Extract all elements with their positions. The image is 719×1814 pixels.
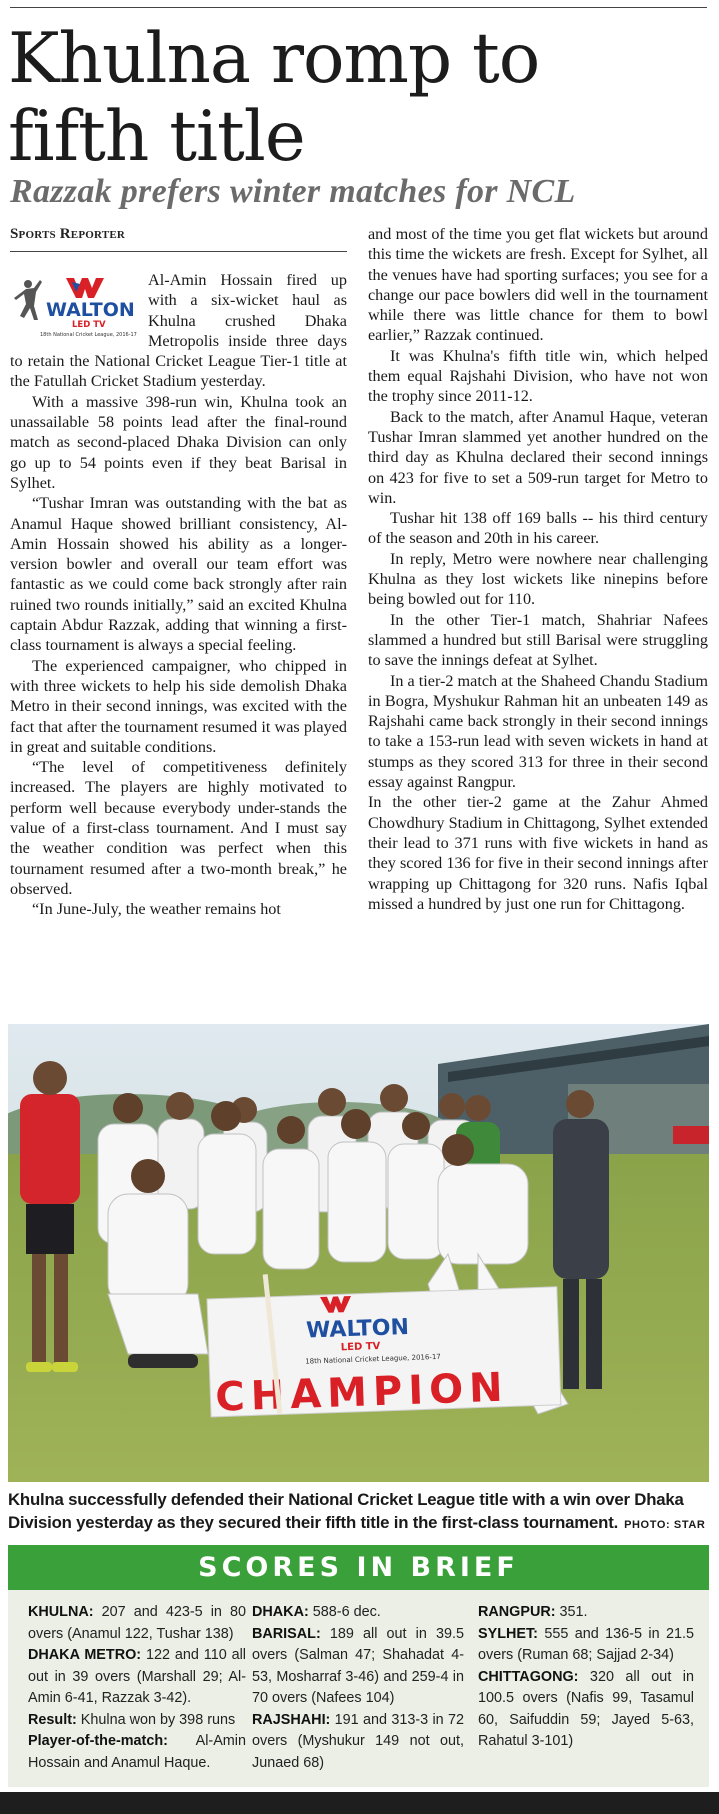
paragraph: and most of the time you get flat wickets but around this time the wickets are fresh. Except for Sylhet, all the venues have had sporting surfaces; you see for a change our pace bowlers did well in the tournament while there was little chance for them to bowl earlier,” Razzak continued. (368, 225, 708, 345)
score-label: RAJSHAHI: (252, 1711, 331, 1728)
byline-rule (10, 251, 347, 252)
score-text: Khulna won by 398 runs (76, 1711, 236, 1728)
score-text: 351. (555, 1604, 588, 1620)
walton-sponsor-logo (10, 272, 140, 340)
banner-sub-text: LED TV (340, 1340, 381, 1354)
scores-panel (8, 1590, 709, 1787)
byline: Sports Reporter (10, 226, 125, 242)
score-text: 191 and 313-3 in 72 overs (Myshukur 149 not out, Junaed 68) (252, 1711, 464, 1771)
score-text: 555 and 136-5 in 21.5 overs (Ruman 68; Sajjad 2-34) (478, 1625, 694, 1663)
score-label: BARISAL: (252, 1625, 321, 1642)
paragraph: In a tier-2 match at the Shaheed Chandu Stadium in Bogra, Myshukur Rahman hit an unbeaten 149 as Rajshahi came back strongly in their second innings to take a 153-run lead with seven wickets in hand at stumps as they scored 313 for three in their second essay against Rangpur. (368, 671, 708, 792)
caption-text: Khulna successfully defended their National Cricket League title with a win over Dhaka Division yesterday as they secured their fifth title in the first-class tournament. (8, 1490, 684, 1532)
banner-champion-text: CHAMPION (214, 1364, 510, 1421)
headline-line-2: fifth title (8, 97, 305, 177)
paragraph: Back to the match, after Anamul Haque, veteran Tushar Imran slammed yet another hundred on the third day as Khulna declared their second innings on 423 for five to set a 509-run target for Metro to win. (368, 407, 708, 507)
paragraph: In reply, Metro were nowhere near challenging Khulna as they lost wickets like ninepins before being bowled out for 110. (368, 549, 708, 609)
paragraph: In the other tier-2 game at the Zahur Ahmed Chowdhury Stadium in Chittagong, Sylhet extended their lead to 371 runs with five wickets in hand as they scored 136 for five in their second innings after wrapping up Chittagong for 320 runs. Nafis Iqbal missed a hundred by just one run for Chittagong. (368, 793, 708, 913)
score-text: 189 all out in 39.5 overs (Salman 47; Shahadat 4-53, Mosharraf 3-46) and 259-4 in 70 overs (Nafees 104) (252, 1625, 464, 1706)
score-text: 122 and 110 all out in 39 overs (Marshall 29; Al-Amin 6-41, Razzak 3-42). (28, 1647, 246, 1706)
logo-sub-text: LED TV (72, 320, 106, 330)
photo-caption (8, 1488, 711, 1537)
score-entry (252, 1624, 464, 1710)
score-label: DHAKA: (252, 1604, 309, 1620)
banner-brand-text: WALTON (305, 1314, 410, 1344)
article-column-left (10, 270, 347, 920)
score-label: Result: (28, 1711, 77, 1728)
paragraph: “In June-July, the weather remains hot (32, 900, 281, 919)
top-rule (10, 7, 707, 8)
score-entry (28, 1602, 246, 1645)
score-entry (28, 1710, 246, 1732)
banner-league-text: 18th National Cricket League, 2016-17 (305, 1352, 441, 1366)
subheadline: Razzak prefers winter matches for NCL (10, 173, 576, 210)
score-entry (478, 1624, 694, 1667)
article-column-right (368, 224, 708, 914)
score-entry (478, 1602, 694, 1624)
score-label: KHULNA: (28, 1604, 94, 1620)
paragraph: “The level of competitiveness definitely increased. The players are highly motivated to perform well because everybody under-stands the value of a first-class tournament. And I must say the weather condition was perfect when this tournament resumed after a two-month break,” he observed. (10, 758, 347, 898)
score-label: CHITTAGONG: (478, 1668, 579, 1685)
team-celebration-photo (8, 1024, 709, 1482)
score-label: Player-of-the-match: (28, 1733, 168, 1749)
score-entry (28, 1731, 246, 1774)
scores-title: SCORES IN BRIEF (198, 1552, 519, 1583)
score-entry (478, 1667, 694, 1753)
score-text: 207 and 423-5 in 80 overs (Anamul 122, Tushar 138) (28, 1604, 246, 1642)
paragraph: In the other Tier-1 match, Shahriar Nafees slammed a hundred but still Barisal were struggling to save the innings defeat at Sylhet. (368, 610, 708, 670)
score-label: RANGPUR: (478, 1604, 556, 1620)
scores-column-3 (478, 1602, 694, 1753)
paragraph: “Tushar Imran was outstanding with the bat as Anamul Haque showed brilliant consistency, Al-Amin Hossain showed his ability as a longer-version bowler and overall our team effort was fantastic as we could come back strongly after rain ruined two rounds initially,” said an excited Khulna captain Abdur Razzak, adding that winning a first-class tournament is always a special feeling. (10, 494, 347, 655)
paragraph: It was Khulna's fifth title win, which helped them equal Rajshahi Division, who have not won the trophy since 2011-12. (368, 346, 708, 406)
headline-line-1: Khulna romp to (8, 19, 540, 99)
score-entry (252, 1602, 464, 1624)
paragraph: Tushar hit 138 off 169 balls -- his third century of the season and 20th in his career. (368, 509, 708, 548)
score-label: SYLHET: (478, 1625, 538, 1642)
paragraph: With a massive 398-run win, Khulna took an unassailable 58 points lead after the final-round match as second-placed Dhaka Division can only go up to 54 points even if they beat Barisal in Sylhet. (10, 392, 347, 492)
scores-column-2 (252, 1602, 464, 1774)
score-entry (252, 1710, 464, 1775)
score-text: 320 all out in 100.5 overs (Nafis 99, Tasamul 60, Saifuddin 59; Jayed 5-63, Rahatul 3-101) (478, 1668, 694, 1749)
score-label: DHAKA METRO: (28, 1647, 142, 1663)
logo-brand-text: WALTON (46, 299, 135, 321)
logo-league-text: 18th National Cricket League, 2016-17 (40, 332, 137, 338)
photo-credit: PHOTO: STAR (624, 1519, 706, 1531)
score-entry (28, 1645, 246, 1710)
score-text: 588-6 dec. (308, 1604, 381, 1620)
paragraph: The experienced campaigner, who chipped in with three wickets to help his side demolish Dhaka Metro in their second innings, was excited with the fact that after the tournament resumed it was played in great and suitable conditions. (10, 656, 347, 756)
scores-header (8, 1545, 709, 1590)
bottom-bar (0, 1792, 719, 1814)
headline (8, 20, 708, 176)
score-text: Al-Amin Hossain and Anamul Haque. (28, 1733, 246, 1771)
paragraph: Al-Amin Hossain fired up with a six-wicket haul as Khulna crushed Dhaka Metropolis inside three days to retain the National Cricket League Tier-1 title at the Fatullah Cricket Stadium yesterday. (10, 271, 347, 391)
scores-column-1 (28, 1602, 246, 1774)
